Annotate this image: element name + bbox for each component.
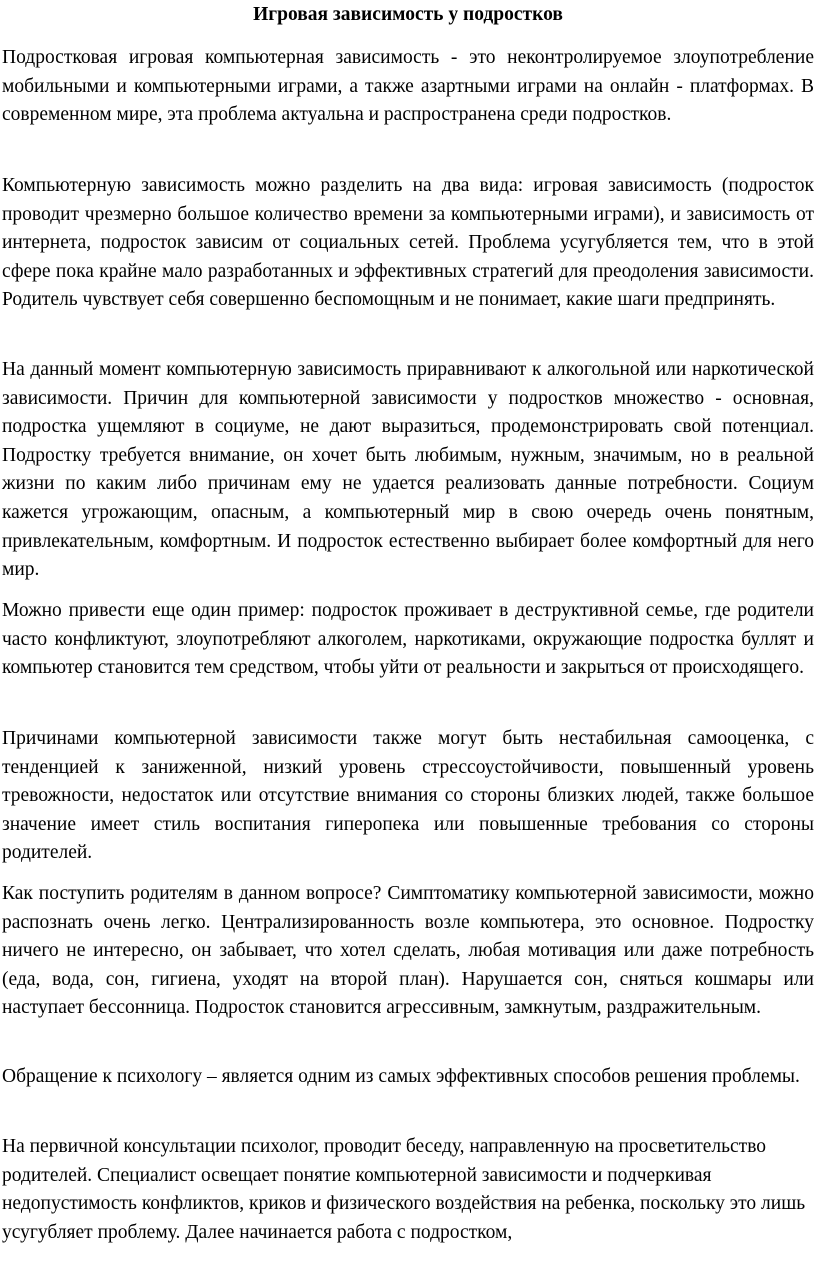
document-title: Игровая зависимость у подростков [253, 4, 563, 25]
paragraph-reasons: Причинами компьютерной зависимости также могут быть нестабильная самооценка, с тенденцией к заниженной, низкий уровень стрессоустойчивости, повышенный уровень тревожности, недостаток или отсутствие внимания со стороны близких людей, также большое значение имеет стиль воспитания гиперопека или повышенные требования со стороны родителей. [2, 728, 814, 864]
paragraph-symptoms: Как поступить родителям в данном вопросе? Симптоматику компьютерной зависимости, можно распознать очень легко. Централизированность возле компьютера, это основное. Подростку ничего не интересно, он забывает, что хотел сделать, любая мотивация или даже потребность (еда, вода, сон, гигиена, уходят на второй план). Нарушается сон, сняться кошмары или наступает бессонница. Подросток становится агрессивным, замкнутым, раздражительным. [2, 883, 814, 1019]
paragraph-definition: Подростковая игровая компьютерная зависимость - это неконтролируемое злоупотребление мобильными и компьютерными играми, а также азартными играми на онлайн - платформах. В современном мире, эта проблема актуальна и распространена среди подростков. [2, 47, 814, 126]
paragraph-consultation: На первичной консультации психолог, проводит беседу, направленную на просветительство родителей. Специалист освещает понятие компьютерной зависимости и подчеркивая недопустимость конфликтов, криков и физического воздействия на ребенка, поскольку это лишь усугубляет проблему. Далее начинается работа с подростком, [2, 1136, 806, 1243]
paragraph-causes: На данный момент компьютерную зависимость приравнивают к алкогольной или наркотической зависимости. Причин для компьютерной зависимости у подростков множество - основная, подростка ущемляют в социуме, не дают выразиться, продемонстрировать свой потенциал. Подростку требуется внимание, он хочет быть любимым, нужным, значимым, но в реальной жизни по каким либо причинам ему не удается реализовать данные потребности. Социум кажется угрожающим, опасным, а компьютерный мир в свою очередь очень понятным, привлекательным, комфортным. И подросток естественно выбирает более комфортный для него мир. [2, 359, 814, 581]
paragraph-example: Можно привести еще один пример: подросток проживает в деструктивной семье, где родители часто конфликтуют, злоупотребляют алкоголем, наркотиками, окружающие подростка буллят и компьютер становится тем средством, чтобы уйти от реальности и закрыться от происходящего. [2, 600, 814, 679]
paragraph-psychologist: Обращение к психологу – является одним из самых эффективных способов решения проблемы. [2, 1066, 800, 1087]
paragraph-types: Компьютерную зависимость можно разделить на два вида: игровая зависимость (подросток проводит чрезмерно большое количество времени за компьютерными играми), и зависимость от интернета, подросток зависим от социальных сетей. Проблема усугубляется тем, что в этой сфере пока крайне мало разработанных и эффективных стратегий для преодоления зависимости. Родитель чувствует себя совершенно беспомощным и не понимает, какие шаги предпринять. [2, 175, 814, 311]
